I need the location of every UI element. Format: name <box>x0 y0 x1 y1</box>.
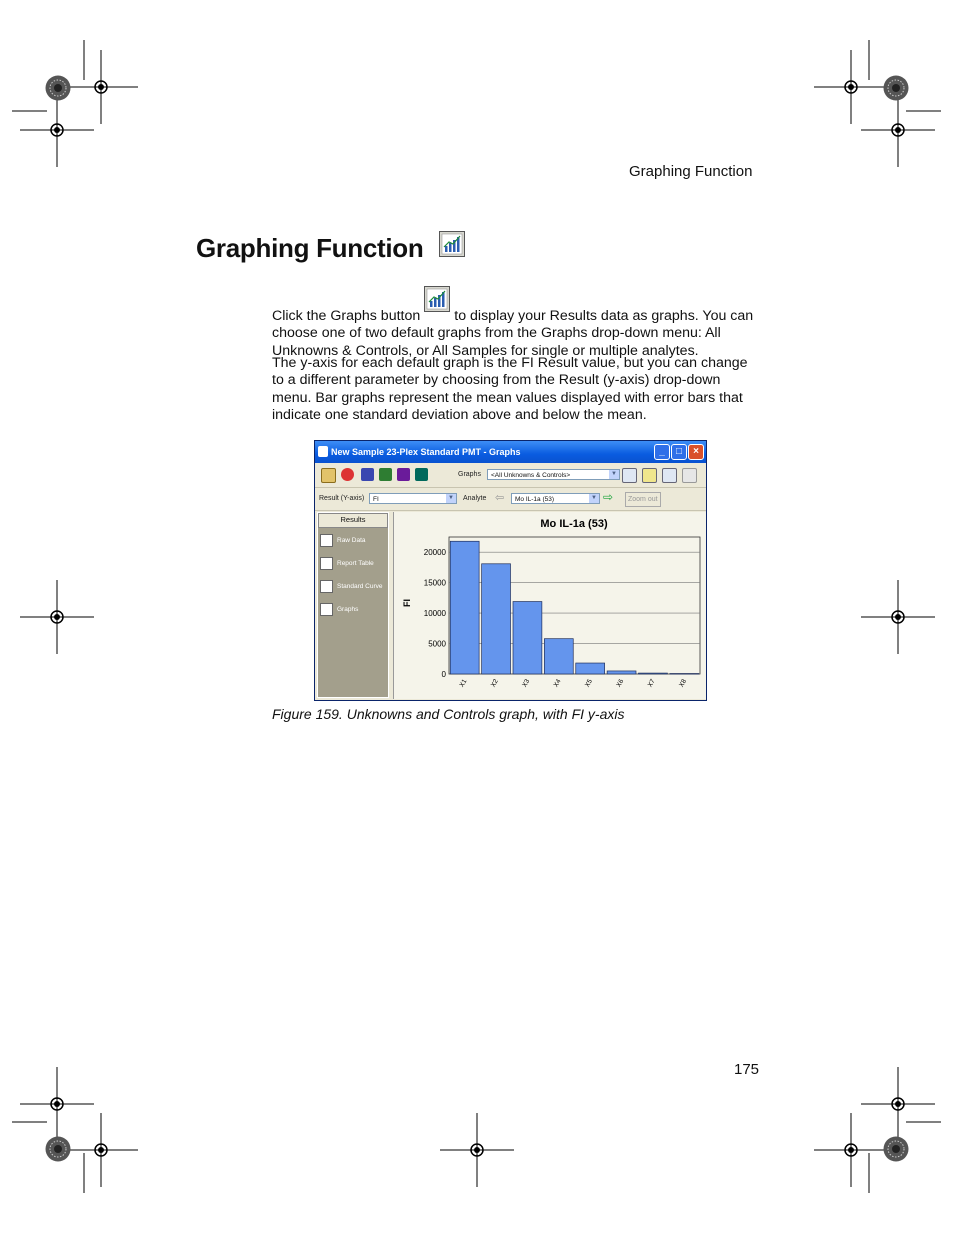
standard-curve-icon <box>320 580 333 593</box>
y-tick-label: 15000 <box>423 578 446 588</box>
analyte-dropdown[interactable] <box>511 493 600 504</box>
bar-chart <box>394 512 707 699</box>
body-paragraph-2: The y-axis for each default graph is the FI Result value, but you can change to a different parameter by choosing from the Result (y-axis) drop-down menu. Bar graphs represent the mean values displayed with error bars that indicate one standard deviation above and below the mean. <box>272 355 748 423</box>
graphs-dropdown-value: <All Unknowns & Controls> <box>491 472 571 479</box>
bar-x2 <box>482 564 511 674</box>
beads-icon[interactable] <box>341 468 354 481</box>
analyte-label: Analyte <box>463 495 487 502</box>
registration-mark-bottom-center <box>440 1113 514 1187</box>
graph-delete-icon[interactable] <box>682 468 697 483</box>
registration-mark-mid-right <box>861 580 935 654</box>
bar-x8 <box>670 674 699 675</box>
page-title: Graphing Function <box>196 233 424 263</box>
color-rosette-top-left <box>45 75 71 101</box>
bar-x1 <box>450 541 479 674</box>
sidebar-item-label: Standard Curve <box>337 582 383 590</box>
x-tick-label: X8 <box>677 678 689 689</box>
figure-caption: Figure 159. Unknowns and Controls graph, with FI y-axis <box>272 706 625 722</box>
minimize-button[interactable]: _ <box>654 444 670 460</box>
x-tick-label: X2 <box>489 678 500 689</box>
x-tick-label: X7 <box>646 678 657 689</box>
previous-analyte-arrow-icon[interactable]: ⇦ <box>495 492 505 504</box>
report-table-icon <box>320 557 333 570</box>
sidebar-item-report-table[interactable] <box>320 555 374 571</box>
window-title-bar <box>315 441 706 463</box>
sidebar-item-standard-curve[interactable] <box>320 578 383 594</box>
edit-icon[interactable] <box>321 468 336 483</box>
y-tick-label: 0 <box>441 670 446 679</box>
y-tick-label: 10000 <box>423 609 446 619</box>
x-tick-label: X5 <box>583 678 594 689</box>
analyte-dropdown-value: Mo IL-1a (53) <box>515 496 555 503</box>
sidebar-item-label: Graphs <box>337 605 359 613</box>
y-tick-label: 20000 <box>423 548 446 558</box>
x-tick-label: X6 <box>615 678 626 689</box>
chart-title: Mo IL-1a (53) <box>540 518 608 530</box>
graphs-dropdown-label: Graphs <box>458 471 481 478</box>
bar-x6 <box>607 671 636 674</box>
maximize-button[interactable]: □ <box>671 444 687 460</box>
chart-area <box>393 512 707 699</box>
result-y-axis-label: Result (Y-axis) <box>319 495 365 502</box>
graph-export-icon[interactable] <box>622 468 637 483</box>
result-y-axis-value: FI <box>373 496 379 503</box>
running-head: Graphing Function <box>629 163 753 180</box>
graphs-button-icon <box>424 286 450 312</box>
std-icon[interactable] <box>379 468 392 481</box>
sidebar-header: Results <box>318 513 388 528</box>
chevron-down-icon: ▼ <box>609 470 619 479</box>
close-button[interactable]: × <box>688 444 704 460</box>
graphs-icon <box>320 603 333 616</box>
graphs-window-screenshot <box>314 440 707 701</box>
body-paragraph-1 <box>272 296 762 360</box>
x-tick-label: X4 <box>552 678 563 689</box>
ctrl-icon[interactable] <box>397 468 410 481</box>
graph-new-icon[interactable] <box>642 468 657 483</box>
y-axis-label: FI <box>402 599 412 607</box>
x-tick-label: X1 <box>458 678 469 689</box>
window-title: New Sample 23-Plex Standard PMT - Graphs <box>331 447 521 457</box>
paragraph-1-end: to display your Results data as graphs. You can choose one of two default graphs from the Graphs drop-down menu: All Unknowns & Controls, or All Samples for single or multiple analytes. <box>272 308 754 359</box>
unknown-icon[interactable] <box>415 468 428 481</box>
y-axis-ticks <box>424 548 447 679</box>
bar-x7 <box>639 673 668 674</box>
toolbar-main <box>315 463 706 488</box>
page-number: 175 <box>734 1061 760 1078</box>
toolbar-result <box>315 488 706 511</box>
color-rosette-bottom-right <box>883 1136 909 1162</box>
registration-mark-bottom-right <box>814 1113 888 1187</box>
eraser-icon[interactable] <box>361 468 374 481</box>
graphs-dropdown[interactable] <box>487 469 620 480</box>
graphs-icon <box>439 231 465 257</box>
result-y-axis-dropdown[interactable] <box>369 493 457 504</box>
registration-mark-mid-left <box>20 580 94 654</box>
x-axis-ticks <box>458 678 688 689</box>
bar-x3 <box>513 602 542 674</box>
paragraph-1-start: Click the Graphs button <box>272 308 421 324</box>
registration-mark-upper-left <box>20 93 94 167</box>
color-rosette-top-right <box>883 75 909 101</box>
sidebar-item-raw-data[interactable] <box>320 532 366 548</box>
next-analyte-arrow-icon[interactable]: ⇨ <box>603 490 614 504</box>
sidebar-item-label: Raw Data <box>337 536 366 544</box>
chevron-down-icon: ▼ <box>589 494 599 503</box>
bar-x5 <box>576 663 605 674</box>
results-sidebar <box>317 512 389 698</box>
x-tick-label: X3 <box>521 678 532 689</box>
raw-data-icon <box>320 534 333 547</box>
registration-mark-upper-right <box>861 93 935 167</box>
registration-mark-bottom-left <box>64 1113 138 1187</box>
graph-print-icon[interactable] <box>662 468 677 483</box>
sidebar-item-label: Report Table <box>337 559 374 567</box>
sidebar-item-graphs[interactable] <box>320 601 358 617</box>
y-tick-label: 5000 <box>428 639 446 649</box>
zoom-out-button[interactable]: Zoom out <box>625 492 661 507</box>
color-rosette-bottom-left <box>45 1136 71 1162</box>
app-icon <box>318 446 328 457</box>
bar-x4 <box>544 639 573 674</box>
chevron-down-icon: ▼ <box>446 494 456 503</box>
